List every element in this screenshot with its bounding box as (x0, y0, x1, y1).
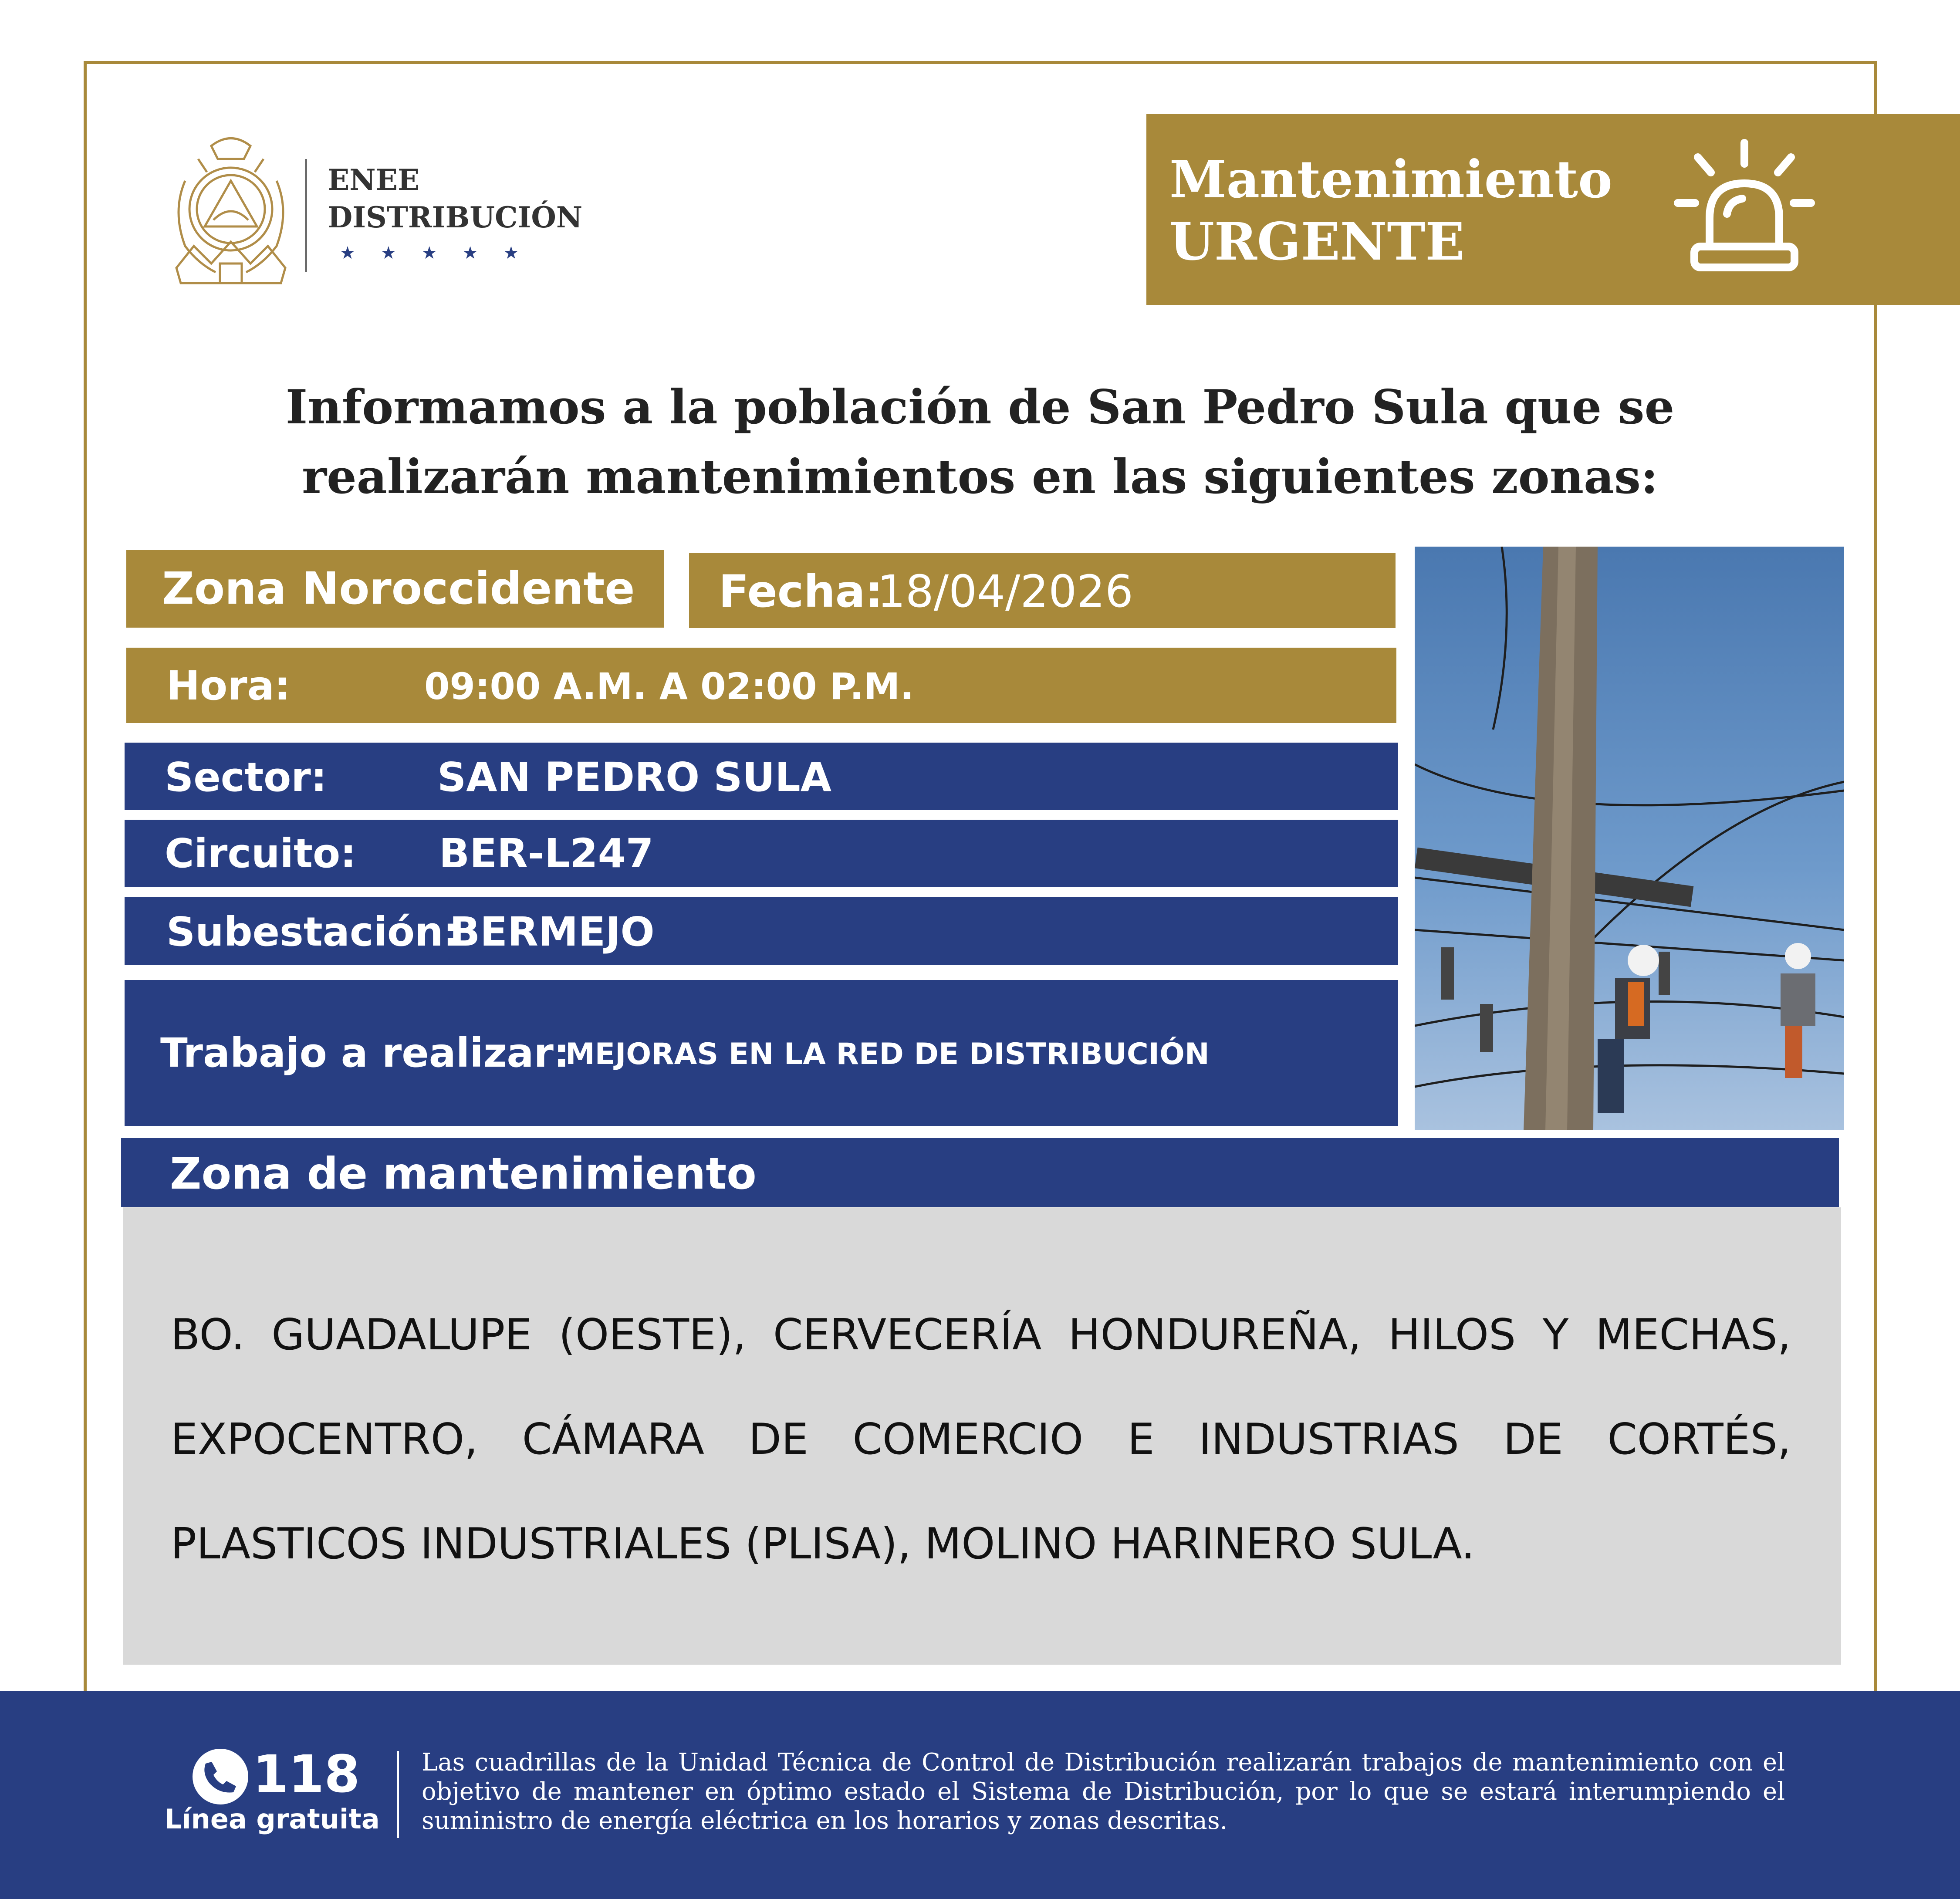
phone-number[interactable]: 118 (253, 1744, 360, 1804)
footer-divider (397, 1751, 399, 1838)
footer-disclaimer: Las cuadrillas de la Unidad Técnica de Control de Distribución realizarán trabajos de mantenimiento con el objetivo de mantener en óptimo estado el Sistema de Distribución, por lo que se estará interumpiendo el suministro de energía eléctrica en los horarios y zonas descritas. (422, 1748, 1785, 1835)
sector-value: SAN PEDRO SULA (437, 754, 831, 801)
urgent-title-line2: URGENTE (1169, 211, 1465, 272)
maintenance-zone-text: BO. GUADALUPE (OESTE), CERVECERÍA HONDUREÑA, HILOS Y MECHAS, EXPOCENTRO, CÁMARA DE COMERCIO E INDUSTRIAS DE CORTÉS, PLASTICOS INDUSTRIALES (PLISA), MOLINO HARINERO SULA. (171, 1310, 1791, 1569)
logo-divider (305, 159, 307, 272)
coat-of-arms-icon (168, 133, 294, 290)
substation-label: Subestación: (166, 909, 460, 955)
org-name-line2: DISTRIBUCIÓN (328, 200, 583, 234)
time-row (126, 648, 1396, 723)
time-label: Hora: (166, 662, 291, 709)
stars-row: ★★★★★ (340, 243, 544, 263)
phone-icon (193, 1749, 248, 1804)
urgent-title-line1: Mantenimiento (1169, 149, 1612, 209)
siren-icon (1673, 138, 1816, 277)
phone-caption: Línea gratuita (165, 1803, 380, 1835)
work-value: MEJORAS EN LA RED DE DISTRIBUCIÓN (565, 1037, 1210, 1071)
maintenance-zone-header (121, 1138, 1839, 1207)
date-value: 18/04/2026 (877, 566, 1133, 618)
circuit-value: BER-L247 (439, 830, 654, 877)
circuit-row (125, 820, 1398, 887)
urgent-title (1169, 148, 1612, 273)
date-label: Fecha: (719, 566, 883, 618)
maintenance-zone-title: Zona de mantenimiento (170, 1148, 757, 1199)
intro-text: Informamos a la población de San Pedro Sula que se realizarán mantenimientos en las siguientes zonas: (285, 380, 1675, 504)
org-name-line1: ENEE (328, 163, 420, 197)
work-label: Trabajo a realizar: (160, 1030, 570, 1076)
substation-row (125, 897, 1398, 965)
phone-glyph (193, 1749, 248, 1804)
date-badge (689, 553, 1396, 628)
zone-label: Zona Noroccidente (162, 563, 635, 615)
substation-value: BERMEJO (449, 909, 655, 955)
org-name (328, 161, 582, 236)
sector-row (125, 743, 1398, 810)
work-row (125, 980, 1398, 1126)
lineworkers-photo (1415, 547, 1844, 1130)
circuit-label: Circuito: (165, 830, 356, 877)
zone-badge (126, 550, 664, 628)
sector-label: Sector: (165, 754, 327, 801)
time-value: 09:00 A.M. A 02:00 P.M. (424, 665, 914, 708)
